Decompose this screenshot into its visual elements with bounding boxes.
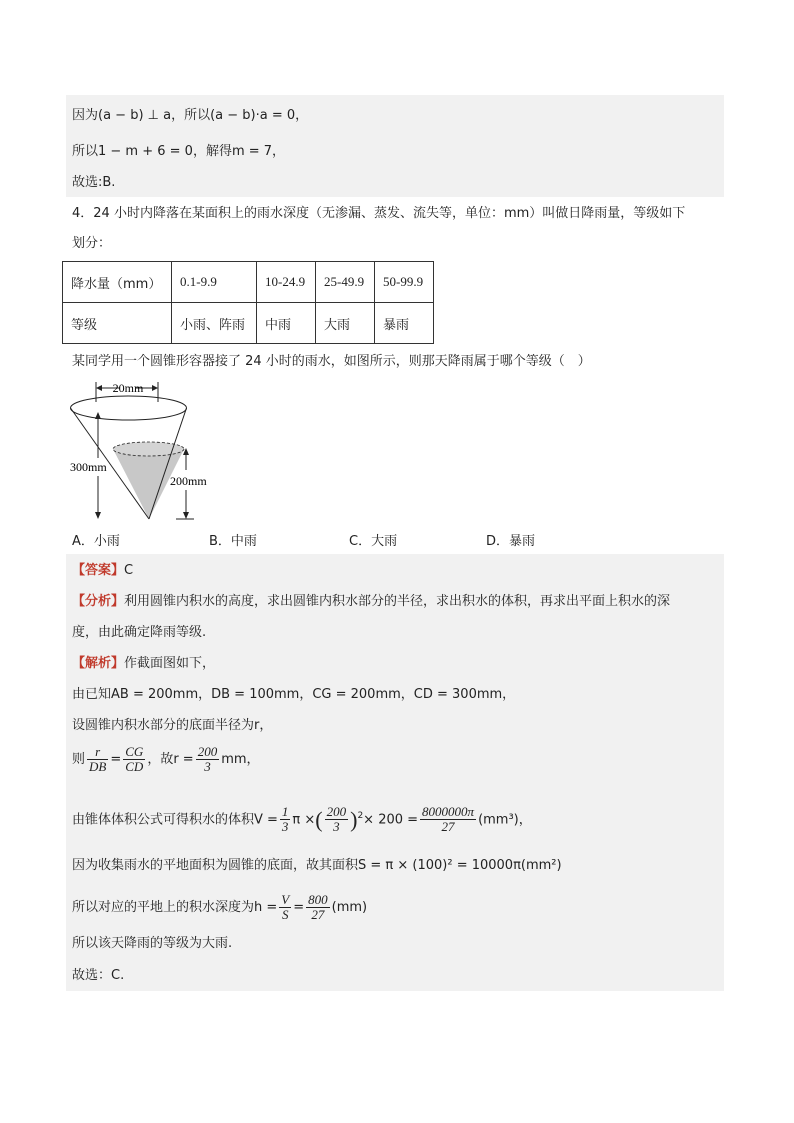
prev-line-3: 故选:B. xyxy=(72,175,116,190)
table-header-cell: 等级 xyxy=(63,303,172,344)
analysis-text: 利用圆锥内积水的高度，求出圆锥内积水部分的半径，求出积水的体积，再求出平面上积水的深 xyxy=(124,594,671,609)
solution-line-5 xyxy=(72,796,532,840)
table-cell: 小雨、阵雨 xyxy=(172,303,257,344)
fraction-numerator: 1 xyxy=(281,804,289,820)
fraction xyxy=(87,745,108,774)
fraction xyxy=(306,893,330,922)
text: 则 xyxy=(72,752,86,767)
cone-figure xyxy=(66,378,246,528)
text: mm， xyxy=(221,752,260,767)
table-cell: 大雨 xyxy=(316,303,375,344)
text: 由锥体体积公式可得积水的体积V = xyxy=(72,812,278,828)
table-row xyxy=(63,262,434,303)
table-cell: 10-24.9 xyxy=(257,262,316,303)
solution-line-3: 设圆锥内积水部分的底面半径为r， xyxy=(72,718,273,733)
table-cell: 暴雨 xyxy=(375,303,434,344)
solution-line-7 xyxy=(72,890,367,926)
fraction-numerator: 200 xyxy=(197,744,218,759)
fraction xyxy=(325,805,349,834)
question-text-line-2: 划分： xyxy=(72,236,112,251)
fraction-denominator: 3 xyxy=(333,819,340,835)
text: = xyxy=(293,900,305,915)
text: 所以对应的平地上的积水深度为h = xyxy=(72,900,278,915)
solution-line-6: 因为收集雨水的平地面积为圆锥的底面，故其面积S = π × (100)² = 10000π(mm²) xyxy=(72,858,562,873)
text: = xyxy=(110,752,122,767)
answer-line xyxy=(72,561,133,581)
fraction xyxy=(123,745,145,774)
text: × 200 = xyxy=(363,812,419,828)
solution-line-8: 所以该天降雨的等级为大雨. xyxy=(72,936,233,951)
option-a[interactable]: A．小雨 xyxy=(72,534,120,549)
fraction-numerator: 800 xyxy=(308,892,328,907)
question-text-line-1 xyxy=(72,204,685,224)
text: (mm) xyxy=(331,900,368,915)
fraction-denominator: DB xyxy=(89,759,107,774)
table-cell: 50-99.9 xyxy=(375,262,434,303)
solution-line-2: 由已知AB = 200mm，DB = 100mm，CG = 200mm，CD = 300mm， xyxy=(72,687,516,702)
right-dimension-label: 200mm xyxy=(170,474,207,488)
paren: ) xyxy=(350,806,358,832)
rainfall-grade-table xyxy=(62,261,434,344)
text: (mm³)， xyxy=(478,812,532,828)
fraction-numerator: CG xyxy=(125,744,144,759)
fraction-numerator: 200 xyxy=(326,804,347,820)
table-row xyxy=(63,303,434,344)
fraction-denominator: 27 xyxy=(441,819,455,835)
fraction xyxy=(420,805,476,834)
question-text-line-3: 某同学用一个圆锥形容器接了 24 小时的雨水，如图所示，则那天降雨属于哪个等级（ ） xyxy=(72,354,591,369)
fraction-denominator: S xyxy=(281,907,289,922)
fraction-numerator: 8000000π xyxy=(422,804,475,820)
fraction xyxy=(196,745,220,774)
option-c[interactable]: C．大雨 xyxy=(349,534,398,549)
answer-tag: 【答案】 xyxy=(72,563,125,578)
table-cell: 中雨 xyxy=(257,303,316,344)
table-cell: 25-49.9 xyxy=(316,262,375,303)
analysis-line-2: 度，由此确定降雨等级. xyxy=(72,625,207,640)
answer-value: C xyxy=(124,563,134,578)
top-dimension-label: 20mm xyxy=(112,381,144,395)
fraction-denominator: 27 xyxy=(311,907,325,922)
fraction xyxy=(280,805,291,834)
solution-tag: 【解析】 xyxy=(72,656,125,671)
exponent: 2 xyxy=(357,811,364,821)
paren: ( xyxy=(315,806,323,832)
left-dimension-label: 300mm xyxy=(70,460,107,474)
text: π × xyxy=(292,812,316,828)
fraction-numerator: V xyxy=(281,892,290,907)
fraction-denominator: 3 xyxy=(281,819,289,835)
solution-line-4 xyxy=(72,742,260,778)
option-b[interactable]: B．中雨 xyxy=(209,534,257,549)
question-number: 4． xyxy=(72,206,94,221)
fraction-denominator: 3 xyxy=(204,759,211,774)
option-d[interactable]: D．暴雨 xyxy=(486,534,536,549)
text: ，故r = xyxy=(147,752,194,767)
prev-line-1: 因为(a − b) ⊥ a，所以(a − b)·a = 0， xyxy=(72,108,309,123)
solution-line-9: 故选：C. xyxy=(72,968,125,983)
analysis-line-1 xyxy=(72,592,670,612)
table-header-cell: 降水量（mm） xyxy=(63,262,172,303)
analysis-tag: 【分析】 xyxy=(72,594,125,609)
solution-text: 作截面图如下， xyxy=(124,656,216,671)
question-text: 24 小时内降落在某面积上的雨水深度（无渗漏、蒸发、流失等，单位：mm）叫做日降雨量，等级如下 xyxy=(93,206,686,221)
solution-line-1 xyxy=(72,654,215,674)
fraction xyxy=(279,893,291,922)
prev-line-2: 所以1 − m + 6 = 0，解得m = 7， xyxy=(72,144,286,159)
fraction-numerator: r xyxy=(87,745,108,760)
table-cell: 0.1-9.9 xyxy=(172,262,257,303)
fraction-denominator: CD xyxy=(125,759,144,774)
